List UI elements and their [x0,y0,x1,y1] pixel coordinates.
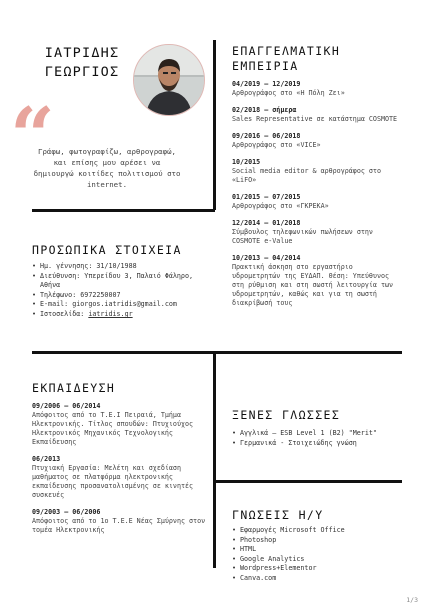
divider-full [32,351,402,354]
column-divider-bottom [213,352,216,568]
experience-date: 01/2015 – 07/2015 [232,193,301,201]
experience-entry [232,254,402,308]
skills-section [232,508,402,584]
experience-desc: Αρθρογράφος στο «VICE» [232,141,321,149]
education-desc: Πτυχιακή Εργασία: Μελέτη και σχεδίαση μαθήματος σε πλατφόρμα ηλεκτρονικής εκπαίδευσης προσανατολισμένης σε κινητές συσκευές [32,464,194,499]
profile-photo [133,44,205,116]
languages-title: ΞΕΝΕΣ ΓΛΩΣΣΕΣ [232,408,341,422]
experience-desc: Αρθρογράφος στο «ΓΚΡΕΚΑ» [232,202,329,210]
experience-desc: Σύμβουλος τηλεφωνικών πωλήσεων στην COSMOTE e-Value [232,228,373,245]
profile-photo-image [134,45,204,115]
education-entry [32,402,210,447]
website-link[interactable]: iatridis.gr [88,309,133,318]
education-list [32,402,210,535]
experience-date: 10/2015 [232,158,261,166]
education-desc: Απόφοιτος από το 1ο Τ.Ε.Ε Νέας Σμύρνης στον τομέα Ηλεκτρονικής [32,517,206,534]
languages-section [232,408,402,448]
skills-list [232,526,402,584]
language-german: • Γερμανικά - Στοιχειώδης γνώση [232,439,402,449]
experience-date: 10/2013 – 04/2014 [232,254,301,262]
personal-birthdate: • Ημ. γέννησης: 31/10/1988 [32,262,210,272]
website-label: Ιστοσελίδα: [40,309,89,318]
education-date: 09/2003 – 06/2006 [32,508,101,516]
education-date: 06/2013 [32,455,61,463]
education-section [32,381,210,543]
experience-desc: Social media editor & αρθρογράφος στο «LiFO» [232,167,381,184]
person-name [32,44,132,82]
personal-title: ΠΡΟΣΩΠΙΚΑ ΣΤΟΙΧΕΙΑ [32,243,182,257]
personal-address: • Διεύθυνση: Υπερείδου 3, Παλαιό Φάληρο, Αθήνα [32,272,210,291]
skill-item: • Canva.com [232,574,402,584]
skill-item: • Google Analytics [232,555,402,565]
experience-entry [232,193,402,211]
personal-section [32,243,210,320]
quote-mark-icon: “ [10,91,55,182]
experience-list [232,80,402,308]
experience-date: 12/2014 – 01/2018 [232,219,301,227]
personal-website [32,310,210,320]
experience-entry [232,132,402,150]
intro-text: Γράφω, φωτογραφίζω, αρθρογραφώ, και επίσης μου αρέσει να δημιουργώ κοιτίδες πολιτισμού στο internet. [33,147,181,189]
language-english: • Αγγλικά – ESB Level 1 (B2) "Merit" [232,429,402,439]
page-number: 1/3 [406,596,418,604]
skill-item: • Εφαρμογές Microsoft Office [232,526,402,536]
experience-date: 09/2016 – 06/2018 [232,132,301,140]
name-line-1: ΙΑΤΡΙΔΗΣ [44,45,120,61]
column-divider-top [213,40,216,210]
experience-title-line-1: ΕΠΑΓΓΕΛΜΑΤΙΚΗ [232,44,341,58]
experience-title-line-2: ΕΜΠΕΙΡΙΑ [232,59,299,73]
name-line-2: ΓΕΩΡΓΙΟΣ [44,64,120,80]
experience-entry [232,80,402,98]
personal-phone: • Τηλέφωνο: 6972250007 [32,291,210,301]
education-desc: Απόφοιτος από το Τ.Ε.Ι Πειραιά, Τμήμα Ηλεκτρονικής. Τίτλος σπουδών: Πτυχιούχος Ηλεκτρονικός Μηχανικός Τεχνολογικής Εκπαίδευσης [32,411,194,446]
skill-item: • HTML [232,545,402,555]
skill-item: • Wordpress+Elementor [232,564,402,574]
experience-entry [232,106,402,124]
experience-entry [232,158,402,185]
experience-section [232,44,402,316]
languages-list [232,429,402,448]
experience-desc: Sales Representative σε κατάστημα COSMOTE [232,115,398,123]
personal-list [32,262,210,320]
skill-item: • Photoshop [232,536,402,546]
education-title: ΕΚΠΑΙΔΕΥΣΗ [32,381,116,395]
personal-email: • E-mail: giorgos.iatridis@gmail.com [32,300,210,310]
experience-date: 02/2018 – σήμερα [232,106,297,114]
divider-left-1 [32,209,215,212]
skills-title: ΓΝΩΣΕΙΣ Η/Υ [232,508,324,522]
experience-entry [232,219,402,246]
divider-right-1 [213,480,402,483]
experience-desc: Πρακτική άσκηση στο εργαστήριο υδρομετρητών της ΕΥΔΑΠ. Θέση: Υπεύθυνος στη ρύθμιση και στη σωστή λειτουργία των υδρομετρητών, καθώς και για τη σωστή διακρίβωσή τους [232,263,394,307]
experience-title [232,44,402,74]
education-date: 09/2006 – 06/2014 [32,402,101,410]
experience-date: 04/2019 – 12/2019 [232,80,301,88]
education-entry [32,508,210,535]
experience-desc: Αρθρογράφος στο «Η Πόλη Ζει» [232,89,345,97]
education-entry [32,455,210,500]
